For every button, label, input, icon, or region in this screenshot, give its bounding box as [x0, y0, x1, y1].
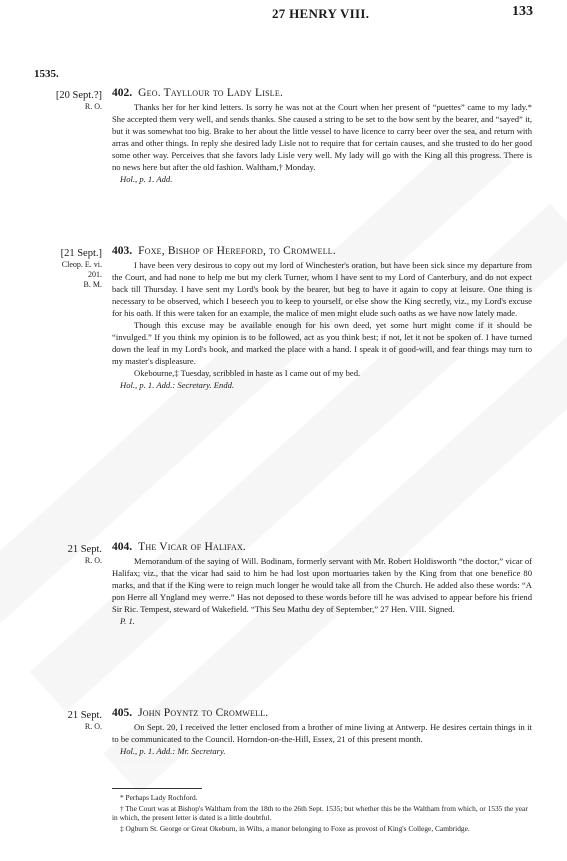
entry-date: 21 Sept. — [67, 710, 102, 721]
entry-paragraph: On Sept. 20, I received the letter enclosed from a brother of mine living at Antwerp. He desires certain things in it to be communicated to the Council. Horndon-on-the-Hill, Essex, 21 of this present month. — [112, 722, 532, 744]
entry-note: Hol., p. 1. Add.: Mr. Secretary. — [120, 746, 226, 756]
entry-margin — [24, 247, 102, 290]
entry-heading — [112, 244, 532, 258]
entry-title: Geo. Tayllour to Lady Lisle. — [138, 87, 284, 99]
entry-margin — [24, 89, 102, 112]
entry-date: [20 Sept.?] — [55, 90, 102, 101]
entry-paragraph: Thanks her for her kind letters. Is sorry he was not at the Court when her present of “puettes” came to my lady.* She accepted them very well, and sends thanks. She caused a string to be set to the bow sent by the bearer, and “sayed” it, but it was somewhat too big. Brake to her about the little vessel to have licence to carry beer over the sea, and return with arras and other things. In reply she desired lady Lisle not to require that for certain causes, and she trusted to do her good some other way. Perceives that she favors lady Lisle very well. My lady will go with the King all this progress. There is no news here but after the old fashion. Waltham,† Monday. — [112, 102, 532, 172]
entry-body — [112, 244, 532, 391]
footnote: † The Court was at Bishop's Waltham from the 18th to the 26th Sept. 1535; but whether this be the Waltham from which, or 1535 the year in which, the present letter is dated is a little doubtful. — [112, 803, 528, 822]
entry-source: 201. — [88, 270, 102, 279]
entry-note: P. 1. — [120, 616, 135, 626]
entry-source: Cleop. E. vi. — [61, 260, 102, 269]
entry-date: 21 Sept. — [67, 544, 102, 555]
entry-source: R. O. — [84, 556, 102, 565]
entry-note: Hol., p. 1. Add.: Secretary. Endd. — [120, 380, 235, 390]
entry-source: R. O. — [84, 722, 102, 731]
footnotes — [112, 793, 532, 834]
entry-title: The Vicar of Halifax. — [138, 541, 246, 553]
entry-title: Foxe, Bishop of Hereford, to Cromwell. — [138, 245, 336, 257]
year-marker: 1535. — [34, 68, 59, 80]
entry-number: 402. — [112, 87, 133, 99]
entry-date: [21 Sept.] — [60, 248, 102, 259]
entry-margin — [24, 709, 102, 732]
entry-number: 405. — [112, 707, 133, 719]
entry-heading — [112, 86, 532, 100]
entry-body — [112, 706, 532, 757]
entry-paragraph: Though this excuse may be available enough for his own deed, yet some hurt might come if it should be “invulged.” If you think my opinion is to be followed, act as you think best; if not, let it not be spoken of. I have turned down the leaf in my Lord's book, and marked the place with a hand. I speak it of good-will, and fear things may turn to my master's displeasure. — [112, 320, 532, 366]
entry-note: Hol., p. 1. Add. — [120, 174, 173, 184]
entry-source: B. M. — [83, 280, 102, 289]
page-number: 133 — [512, 4, 533, 19]
entry-heading — [112, 706, 532, 720]
entry-paragraph: Okebourne,‡ Tuesday, scribbled in haste as I came out of my bed. — [134, 368, 361, 378]
entry-title: John Poyntz to Cromwell. — [138, 707, 269, 719]
entry-source: R. O. — [84, 102, 102, 111]
entry-paragraph: Memorandum of the saying of Will. Bodinam, formerly servant with Mr. Robert Holdisworth “the doctor,” vicar of Halifax; viz., that the vicar had said to him he had lost upon mortuaries taken by the King from that one benefice 80 marks, and that if the King were to reign much longer he would take all from the Church. He added also these words: “A pon Herre all Yngland mey werre.” Has not deposed to these words before till he was advised to appear before his friend Sir Ric. Tempest, steward of Wakefield. “This Seu Mathu dey of September,” 27 Hen. VIII. Signed. — [112, 556, 532, 614]
entry-margin — [24, 543, 102, 566]
footnote-rule — [112, 788, 202, 789]
entry-number: 404. — [112, 541, 133, 553]
entry-heading — [112, 540, 532, 554]
footnote: ‡ Ogburn St. George or Great Okeburn, in Wilts, a manor belonging to Foxe as provost of King's College, Cambridge. — [120, 823, 470, 833]
footnote: * Perhaps Lady Rochford. — [120, 793, 198, 802]
entry-body — [112, 540, 532, 627]
entry-paragraph: I have been very desirous to copy out my lord of Winchester's oration, but have been sick since my departure from the Court, and had none to help me but my clerk Turner, whom I have sent to my Lord of Canterbury, and do not expect back till Thursday. I have sent my Lord's book by the bearer, but beg to have it again to copy at leisure. One thing is necessary to be observed, which I beseech you to keep to yourself, or else show the King secretly, viz., my Lord's excuse for his oath. If this were taken for an example, the malice of men might elude such oaths as we have now lately made. — [112, 260, 532, 318]
running-header: 27 HENRY VIII. — [272, 6, 370, 21]
entry-number: 403. — [112, 245, 133, 257]
entry-body — [112, 86, 532, 185]
